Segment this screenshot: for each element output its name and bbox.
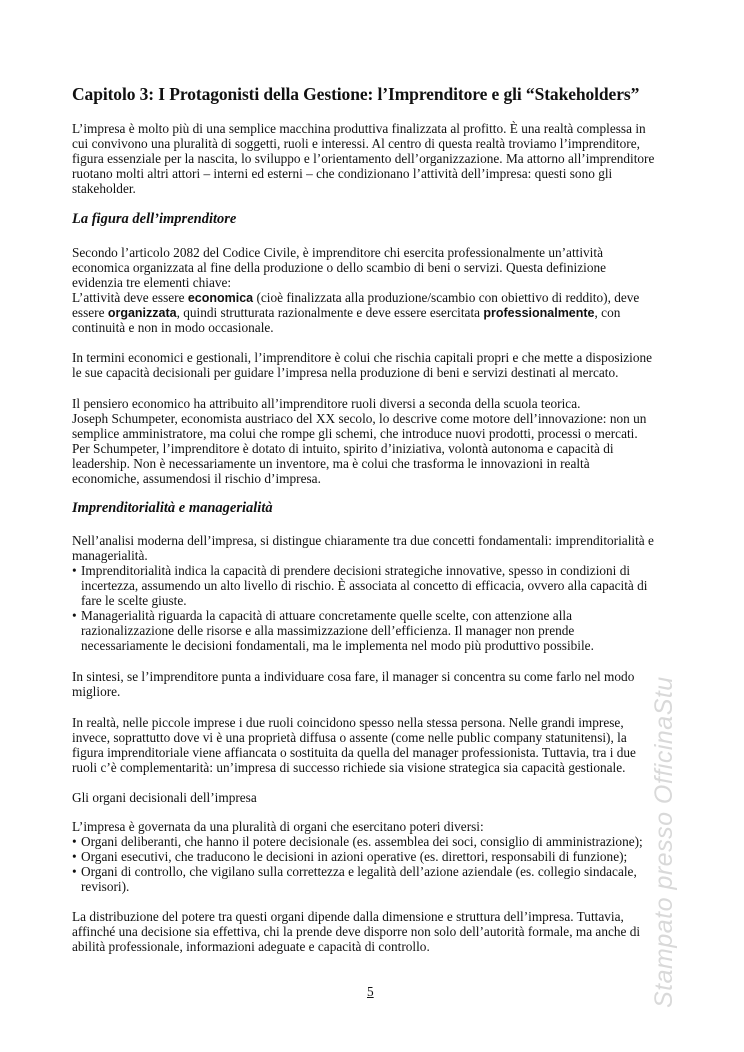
text-line [72, 305, 682, 320]
text-line [72, 121, 682, 136]
text-line [72, 760, 682, 775]
line-text: L’impresa è governata da una pluralità di organi che esercitano poteri diversi: [72, 819, 484, 834]
line-text: invece, soprattutto dove vi è una proprietà diffusa o assente (come nelle public company statunitensi), la [72, 730, 627, 745]
text-line [72, 151, 682, 166]
list-item [72, 834, 682, 849]
text-line [72, 136, 682, 151]
text-line [72, 350, 682, 365]
text-line [72, 365, 682, 380]
text-line [72, 715, 682, 730]
text-segment: (cioè finalizzata alla produzione/scambio con obiettivo di reddito), deve [253, 290, 640, 305]
heading-imprenditorialita: Imprenditorialità e managerialità [72, 500, 273, 516]
text-line [72, 879, 682, 894]
text-line [72, 471, 682, 486]
line-text: necessariamente le decisioni fondamentali, ma le implementa nel modo più produttivo possibile. [81, 638, 594, 653]
text-line [72, 441, 682, 456]
intro-paragraph [72, 121, 682, 196]
paragraph-termini-economici [72, 350, 682, 380]
line-text: incertezza, assumendo un alto livello di rischio. È associata al concetto di efficacia, ovvero alla capacità di [81, 578, 648, 593]
paragraph-realta [72, 715, 682, 775]
line-text: razionalizzazione delle risorse e alla massimizzazione dell’efficienza. Il manager non prende [81, 623, 575, 638]
line-text: managerialità. [72, 548, 148, 563]
line-text: fare le scelte giuste. [81, 593, 187, 608]
text-line [72, 426, 682, 441]
subheading-organi [72, 790, 682, 805]
text-line [72, 638, 682, 653]
bullet-icon: • [72, 849, 77, 864]
line-text: In realtà, nelle piccole imprese i due ruoli coincidono spesso nella stessa persona. Nelle grandi imprese, [72, 715, 624, 730]
bullet-icon: • [72, 608, 77, 623]
text-line [72, 533, 682, 548]
text-line [72, 730, 682, 745]
line-text: economica organizzata al fine della produzione o dello scambio di beni o servizi. Questa definizione [72, 260, 607, 275]
text-line [72, 939, 682, 954]
bullet-icon: • [72, 834, 77, 849]
text-line [72, 290, 682, 305]
bullet-icon: • [72, 563, 77, 578]
line-text: economiche, assumendosi il rischio d’impresa. [72, 471, 321, 486]
watermark: Stampato presso OfficinaStu [650, 676, 678, 1008]
line-text: Joseph Schumpeter, economista austriaco del XX secolo, lo descrive come motore dell’innovazione: non un [72, 411, 647, 426]
line-text: Nell’analisi moderna dell’impresa, si distingue chiaramente tra due concetti fondamentali: imprenditorialità e [72, 533, 654, 548]
bullet-icon: • [72, 864, 77, 879]
text-line [72, 166, 682, 181]
line-text: revisori). [81, 879, 130, 894]
line-text: semplice amministratore, ma colui che rompe gli schemi, che introduce nuovi prodotti, processi o mercati. [72, 426, 638, 441]
text-line [72, 411, 682, 426]
line-text: abilità professionale, informazioni adeguate e capacità di controllo. [72, 939, 430, 954]
line-text: Managerialità riguarda la capacità di attuare concretamente quelle scelte, con attenzione alla [81, 608, 572, 623]
text-segment: , con [594, 305, 621, 320]
line-text: Secondo l’articolo 2082 del Codice Civile, è imprenditore chi esercita professionalmente un’attività [72, 245, 603, 260]
paragraph-distinzione [72, 533, 682, 653]
line-text: evidenzia tre elementi chiave: [72, 275, 232, 290]
text-line [72, 593, 682, 608]
line-text: Organi deliberanti, che hanno il potere decisionale (es. assemblea dei soci, consiglio di amministrazione); [81, 834, 643, 849]
bold-term: professionalmente [483, 306, 595, 320]
text-line [72, 819, 682, 834]
text-line [72, 623, 682, 638]
paragraph-definizione [72, 245, 682, 335]
text-line [72, 260, 682, 275]
text-line [72, 924, 682, 939]
line-text: Organi esecutivi, che traducono le decisioni in azioni operative (es. direttori, responsabili di funzione); [81, 849, 628, 864]
line-text: In sintesi, se l’imprenditore punta a individuare cosa fare, il manager si concentra su come farlo nel modo [72, 669, 635, 684]
heading-figura-imprenditore: La figura dell’imprenditore [72, 211, 237, 227]
line-text: le sue capacità decisionali per guidare l’impresa nella produzione di beni e servizi destinati al mercato. [72, 365, 619, 380]
paragraph-organi [72, 819, 682, 894]
text-line [72, 745, 682, 760]
text-line [72, 909, 682, 924]
text-line [72, 548, 682, 563]
list-item [72, 864, 682, 879]
line-text: Il pensiero economico ha attribuito all’imprenditore ruoli diversi a seconda della scuola teorica. [72, 396, 581, 411]
text-line [72, 275, 682, 290]
text-line [72, 245, 682, 260]
page-number: 5 [367, 984, 374, 999]
list-item [72, 608, 682, 623]
text-line [72, 320, 682, 335]
paragraph-schumpeter [72, 396, 682, 486]
chapter-title: Capitolo 3: I Protagonisti della Gestione: l’Imprenditore e gli “Stakeholders” [72, 84, 640, 104]
bold-term: economica [187, 291, 254, 305]
text-segment: L’attività deve essere [72, 290, 188, 305]
text-line [72, 684, 682, 699]
line-text: ruotano molti altri attori – interni ed esterni – che condizionano l’attività dell’impresa: questi sono gli [72, 166, 613, 181]
line-text: stakeholder. [72, 181, 136, 196]
line-text: cui convivono una pluralità di soggetti, ruoli e interessi. Al centro di questa realtà troviamo l’imprenditore, [72, 136, 640, 151]
line-text: Gli organi decisionali dell’impresa [72, 790, 257, 805]
text-line [72, 578, 682, 593]
list-item [72, 563, 682, 578]
line-text: figura imprenditoriale viene affiancata o sostituita da quella del manager professionista. Tuttavia, tra i due [72, 745, 636, 760]
paragraph-sintesi [72, 669, 682, 699]
bold-term: organizzata [107, 306, 177, 320]
line-text: figura essenziale per la nascita, lo sviluppo e l’orientamento dell’organizzazione. Ma attorno all’imprenditore [72, 151, 655, 166]
text-line [72, 456, 682, 471]
text-line [72, 790, 682, 805]
line-text: migliore. [72, 684, 121, 699]
line-text: affinché una decisione sia effettiva, chi la prende deve disporre non solo dell’autorità formale, ma anche di [72, 924, 641, 939]
list-item [72, 849, 682, 864]
line-text: ruoli c’è complementarità: un’impresa di successo richiede sia visione strategica sia capacità gestionale. [72, 760, 626, 775]
line-text: Imprenditorialità indica la capacità di prendere decisioni strategiche innovative, spesso in condizioni di [81, 563, 631, 578]
line-text: L’impresa è molto più di una semplice macchina produttiva finalizzata al profitto. È una realtà complessa in [72, 121, 646, 136]
text-line [72, 181, 682, 196]
text-segment: , quindi strutturata razionalmente e deve essere esercitata [176, 305, 484, 320]
line-text: continuità e non in modo occasionale. [72, 320, 274, 335]
line-text: La distribuzione del potere tra questi organi dipende dalla dimensione e struttura dell’impresa. Tuttavia, [72, 909, 624, 924]
line-text: In termini economici e gestionali, l’imprenditore è colui che rischia capitali propri e che mette a disposizione [72, 350, 653, 365]
text-line [72, 396, 682, 411]
line-text: Organi di controllo, che vigilano sulla correttezza e legalità dell’azione aziendale (es. collegio sindacale, [81, 864, 637, 879]
text-line [72, 669, 682, 684]
line-text: leadership. Non è necessariamente un inventore, ma è colui che trasforma le innovazioni in realtà [72, 456, 590, 471]
text-segment: essere [72, 305, 108, 320]
paragraph-distribuzione [72, 909, 682, 954]
line-text: Per Schumpeter, l’imprenditore è dotato di intuito, spirito d’iniziativa, volontà autonoma e capacità di [72, 441, 614, 456]
